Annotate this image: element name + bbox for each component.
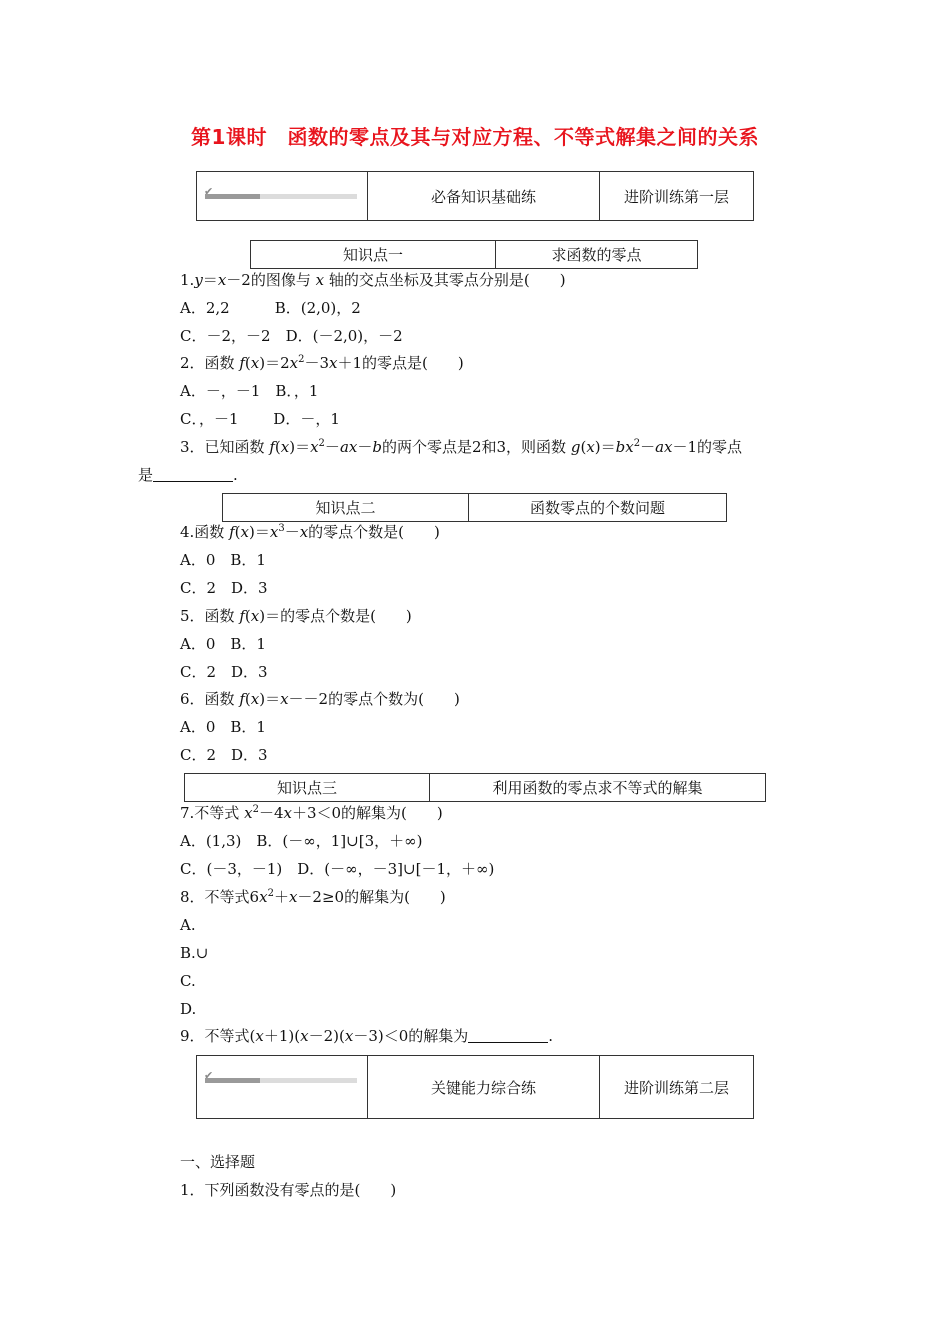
q4-options-ab: A．0 B．1: [180, 551, 266, 569]
question-3: 3．已知函数 $f(x)=x^2-ax-b$的两个零点是2和3，则函数 $g(x)=bx^2-ax-1$的零点: [180, 438, 743, 456]
q5-options-ab: A．0 B．1: [180, 635, 266, 653]
kp-label: 知识点一: [251, 241, 496, 268]
q7-options-ab: A．(1,3) B．(－∞，1]∪[3，＋∞): [180, 832, 423, 850]
question-2: 2．函数 $f(x)=2x^2-3x+1$的零点是( ): [180, 354, 464, 372]
progress-bar: [204, 1069, 357, 1083]
kp-label: 知识点三: [185, 774, 430, 801]
q7-options-cd: C．(－3，－1) D．(－∞，－3]∪[－1，＋∞): [180, 860, 495, 878]
banner-right: 进阶训练第一层: [623, 187, 729, 206]
question-5: 5．函数 f(x)＝的零点个数是( ): [180, 607, 412, 625]
section-banner-advanced: [196, 1055, 754, 1119]
kp-label: 知识点二: [223, 494, 469, 521]
banner-progress-cell: [197, 172, 368, 220]
q2-options-cd: C．，－1 D．－，1: [180, 410, 340, 428]
q8-option-d: D.: [180, 1000, 197, 1018]
q8-option-c: C.: [180, 972, 196, 990]
question-7: 7.不等式 $x^2-4x+3<0$的解集为( ): [180, 804, 443, 822]
kp-topic: 求函数的零点: [551, 246, 642, 264]
q6-options-ab: A．0 B．1: [180, 718, 266, 736]
page-title: 第1课时 函数的零点及其与对应方程、不等式解集之间的关系: [191, 125, 759, 149]
q2-options-ab: A．－，－1 B．，1: [180, 382, 319, 400]
answer-blank[interactable]: [468, 1028, 548, 1043]
section-heading: 一、选择题: [180, 1153, 256, 1171]
q6-options-cd: C．2 D．3: [180, 746, 268, 764]
section-banner-basic: [196, 171, 754, 221]
q4-options-cd: C．2 D．3: [180, 579, 268, 597]
knowledge-point-2: [222, 493, 727, 522]
q5-options-cd: C．2 D．3: [180, 663, 268, 681]
check-icon: ✔: [204, 185, 214, 198]
banner-middle: 关键能力综合练: [368, 1056, 600, 1118]
banner-progress-cell: [197, 1056, 368, 1118]
kp-topic: 利用函数的零点求不等式的解集: [492, 779, 703, 797]
kp-topic: 函数零点的个数问题: [529, 499, 665, 517]
check-icon: ✔: [204, 1069, 214, 1082]
q1-options-ab: A．2,2 B．(2,0)，2: [180, 299, 361, 317]
question-1: 1.y＝x－2的图像与 x 轴的交点坐标及其零点分别是( ): [180, 271, 566, 289]
banner-right: 进阶训练第二层: [623, 1078, 729, 1097]
question-3-line2: 是 .: [138, 466, 238, 484]
banner-middle: 必备知识基础练: [368, 172, 600, 220]
q8-option-a: A.: [180, 916, 196, 934]
question-9: 9．不等式(x＋1)(x－2)(x－3)＜0的解集为 .: [180, 1027, 554, 1045]
question-6: 6．函数 f(x)＝x－－2的零点个数为( ): [180, 690, 460, 708]
progress-bar: [204, 185, 357, 199]
selection-question-1: 1．下列函数没有零点的是( ): [180, 1181, 397, 1199]
q1-options-cd: C．－2，－2 D．(－2,0)，－2: [180, 327, 403, 345]
question-8: 8．不等式$6x^2+x-2\ge 0$的解集为( ): [180, 888, 446, 906]
answer-blank[interactable]: [153, 467, 233, 482]
q8-option-b: B.∪: [180, 944, 209, 962]
knowledge-point-3: [184, 773, 766, 802]
knowledge-point-1: [250, 240, 698, 269]
question-4: 4.函数 $f(x)=x^3-x$的零点个数是( ): [180, 523, 440, 541]
